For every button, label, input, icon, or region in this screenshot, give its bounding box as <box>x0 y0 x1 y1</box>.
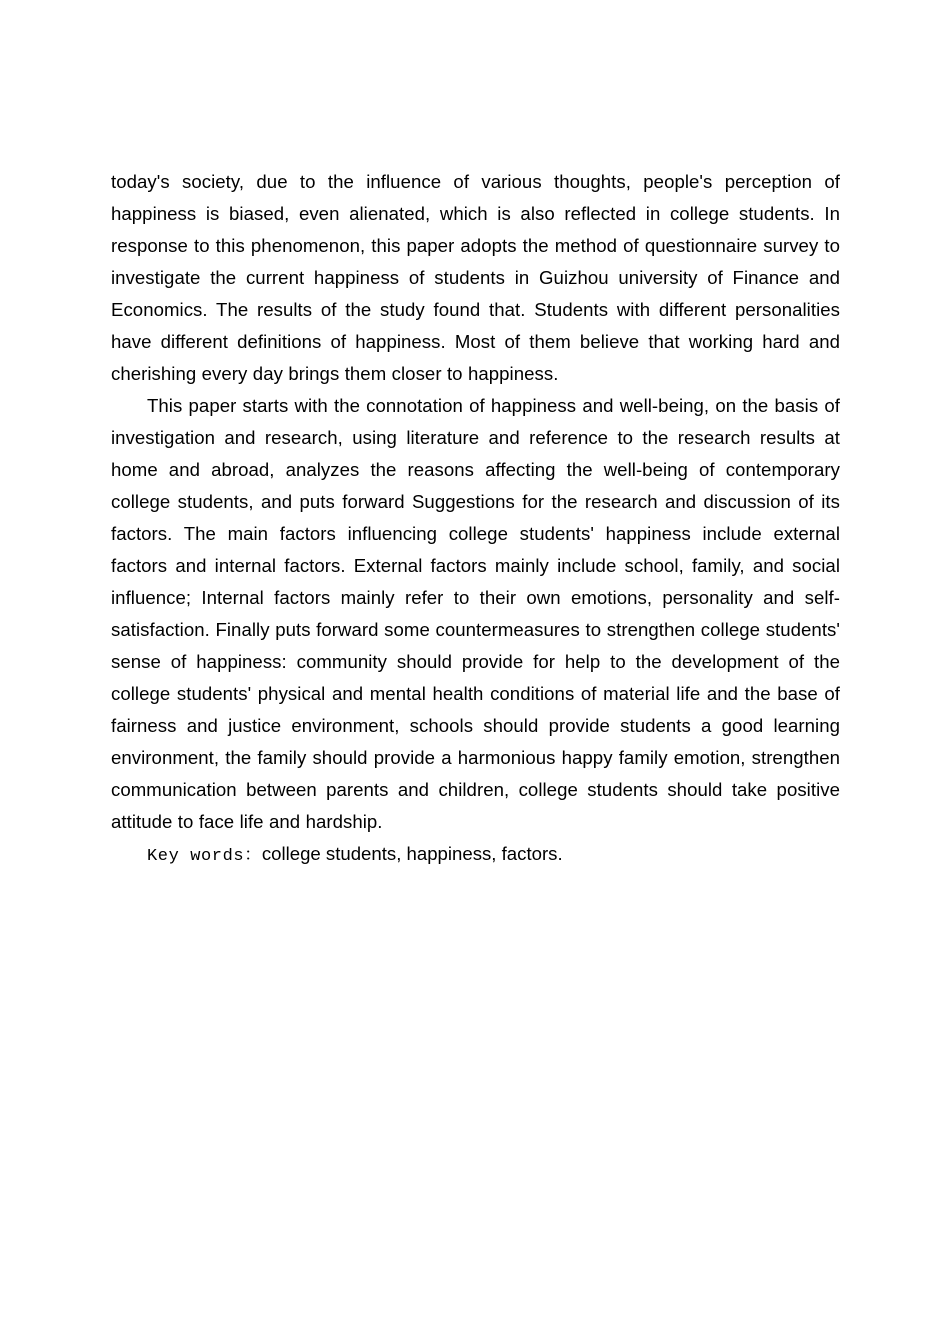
keywords-label: Key words： <box>147 847 262 866</box>
abstract-paragraph-continued: today's society, due to the influence of various thoughts, people's perception of happiness is biased, even alienated, which is also reflected in college students. In response to this phenomenon, this paper adopts the method of questionnaire survey to investigate the current happiness of students in Guizhou university of Finance and Economics. The results of the study found that. Students with different personalities have different definitions of happiness. Most of them believe that working hard and cherishing every day brings them closer to happiness. <box>111 171 840 384</box>
keywords-value: college students, happiness, factors. <box>261 843 563 864</box>
abstract-text-column <box>111 166 840 873</box>
keywords-line <box>111 838 840 873</box>
abstract-paragraph-second: This paper starts with the connotation of happiness and well-being, on the basis of investigation and research, using literature and reference to the research results at home and abroad, analyzes the reasons affecting the well-being of contemporary college students, and puts forward Suggestions for the research and discussion of its factors. The main factors influencing college students' happiness include external factors and internal factors. External factors mainly include school, family, and social influence; Internal factors mainly refer to their own emotions, personality and self-satisfaction. Finally puts forward some countermeasures to strengthen college students' sense of happiness: community should provide for help to the development of the college students' physical and mental health conditions of material life and the base of fairness and justice environment, schools should provide students a good learning environment, the family should provide a harmonious happy family emotion, strengthen communication between parents and children, college students should take positive attitude to face life and hardship. <box>111 395 840 832</box>
